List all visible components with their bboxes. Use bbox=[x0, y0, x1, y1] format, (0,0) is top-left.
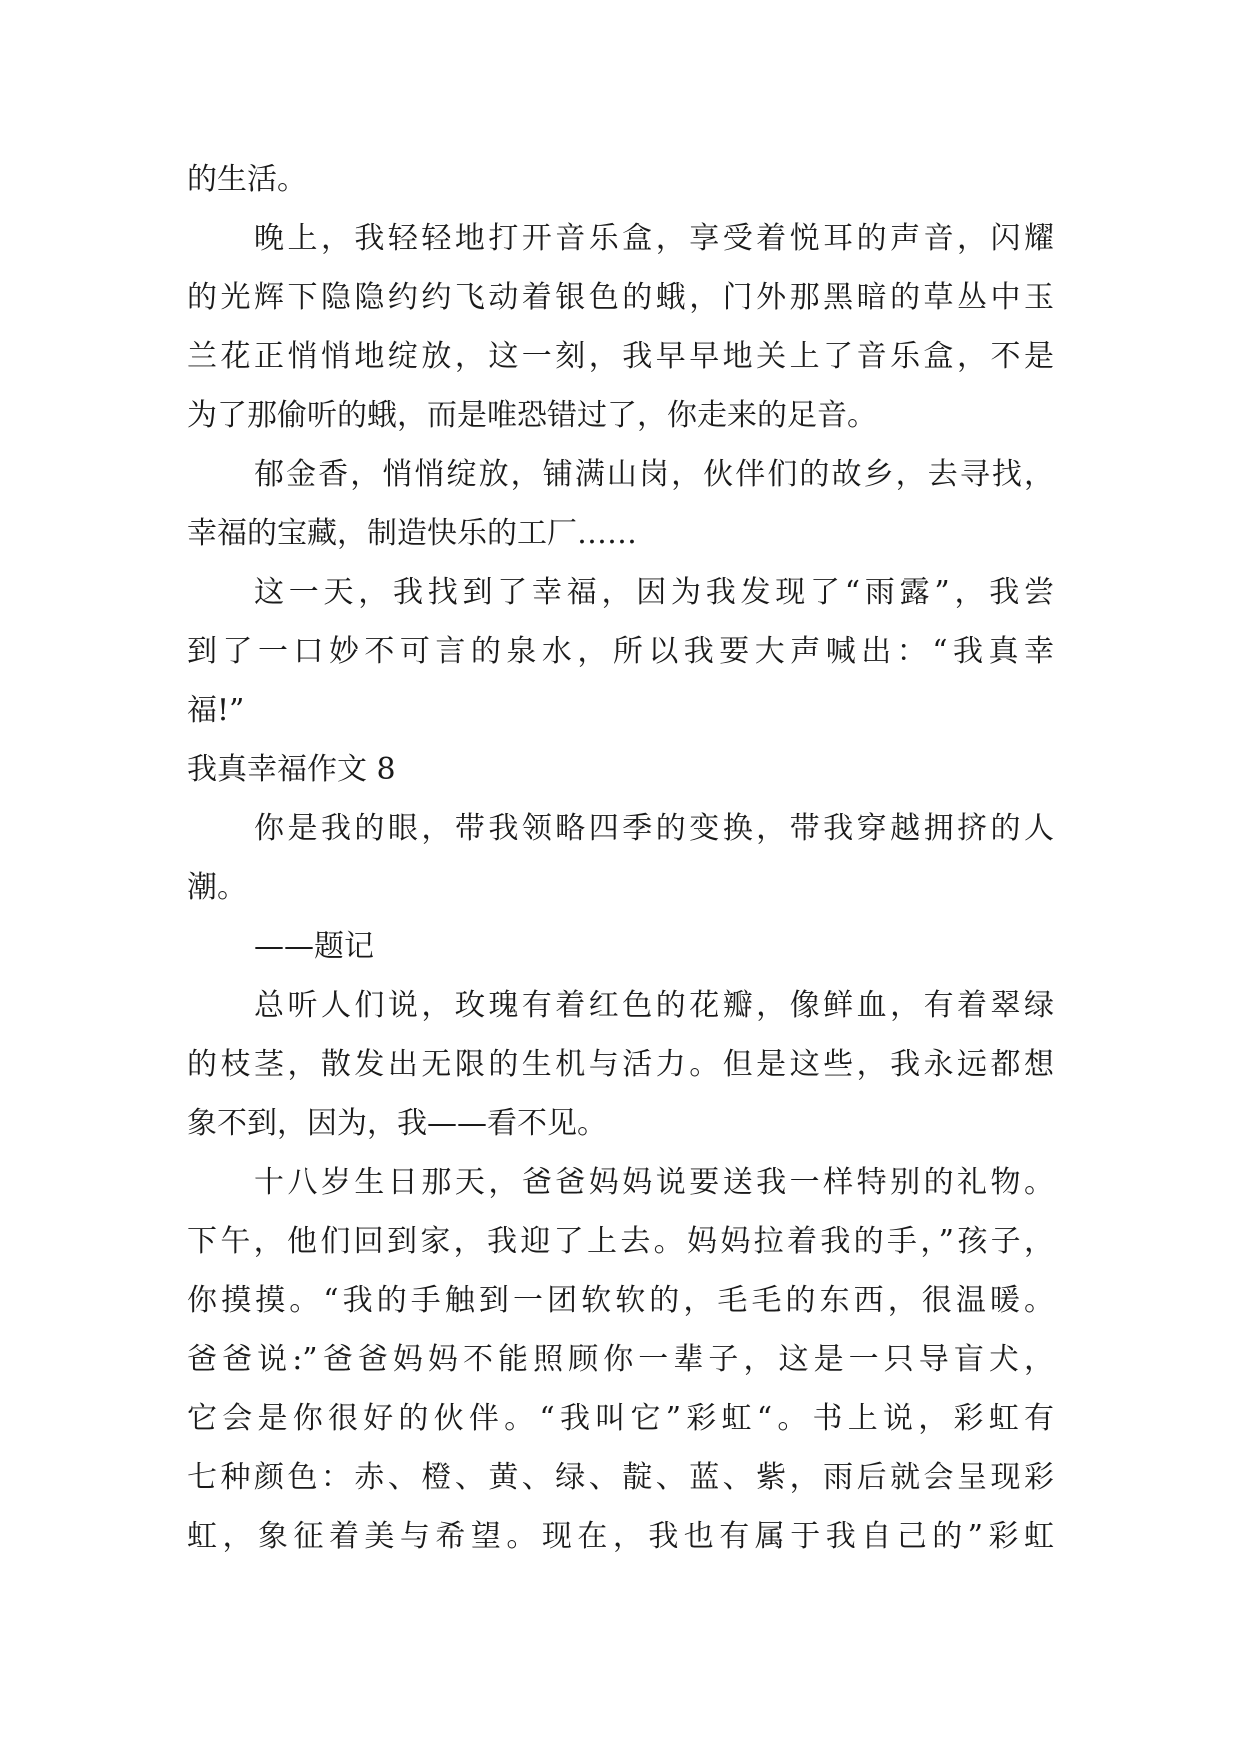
paragraph bbox=[187, 976, 1054, 1153]
essay-title-block bbox=[187, 740, 1054, 799]
text-line: 晚上，我轻轻地打开音乐盒，享受着悦耳的声音，闪耀 bbox=[254, 221, 1054, 256]
text-line: 幸福的宝藏，制造快乐的工厂…… bbox=[187, 516, 637, 551]
text-line: 下午，他们回到家，我迎了上去。妈妈拉着我的手，”孩子， bbox=[187, 1224, 1054, 1259]
text-line: 这一天，我找到了幸福，因为我发现了“雨露”，我尝 bbox=[254, 575, 1054, 610]
paragraph bbox=[187, 1153, 1054, 1566]
text-line: 象不到，因为，我——看不见。 bbox=[187, 1106, 607, 1141]
text-line: 郁金香，悄悄绽放，铺满山岗，伙伴们的故乡，去寻找， bbox=[254, 457, 1054, 492]
paragraph-continued bbox=[187, 150, 1054, 209]
text-line: 七种颜色：赤、橙、黄、绿、靛、蓝、紫，雨后就会呈现彩 bbox=[187, 1460, 1054, 1495]
text-line: 你摸摸。“我的手触到一团软软的，毛毛的东西，很温暖。 bbox=[187, 1283, 1054, 1318]
text-line: 虹，象征着美与希望。现在，我也有属于我自己的”彩虹 bbox=[187, 1519, 1054, 1554]
epigraph bbox=[187, 799, 1054, 976]
text-line: 到了一口妙不可言的泉水，所以我要大声喊出：“我真幸 bbox=[187, 634, 1054, 669]
text-line: 十八岁生日那天，爸爸妈妈说要送我一样特别的礼物。 bbox=[254, 1165, 1054, 1200]
text-line: 兰花正悄悄地绽放，这一刻，我早早地关上了音乐盒，不是 bbox=[187, 339, 1054, 374]
text-line: 的光辉下隐隐约约飞动着银色的蛾，门外那黑暗的草丛中玉 bbox=[187, 280, 1054, 315]
paragraph bbox=[187, 445, 1054, 563]
text-line: 为了那偷听的蛾，而是唯恐错过了，你走来的足音。 bbox=[187, 398, 877, 433]
paragraph bbox=[187, 209, 1054, 445]
text-line: 总听人们说，玫瑰有着红色的花瓣，像鲜血，有着翠绿 bbox=[254, 988, 1054, 1023]
paragraph bbox=[187, 563, 1054, 740]
epigraph-line: 你是我的眼，带我领略四季的变换，带我穿越拥挤的人 bbox=[254, 811, 1054, 846]
text-line: 的生活。 bbox=[187, 162, 307, 197]
text-line: 它会是你很好的伙伴。“我叫它”彩虹“。书上说，彩虹有 bbox=[187, 1401, 1054, 1436]
text-line: 的枝茎，散发出无限的生机与活力。但是这些，我永远都想 bbox=[187, 1047, 1054, 1082]
document-body bbox=[187, 150, 1054, 1566]
essay-title: 我真幸福作文 8 bbox=[187, 752, 396, 787]
text-line: 福!” bbox=[187, 693, 245, 728]
epigraph-attribution: ——题记 bbox=[254, 929, 374, 964]
epigraph-line: 潮。 bbox=[187, 870, 247, 905]
text-line: 爸爸说:”爸爸妈妈不能照顾你一辈子，这是一只导盲犬， bbox=[187, 1342, 1054, 1377]
